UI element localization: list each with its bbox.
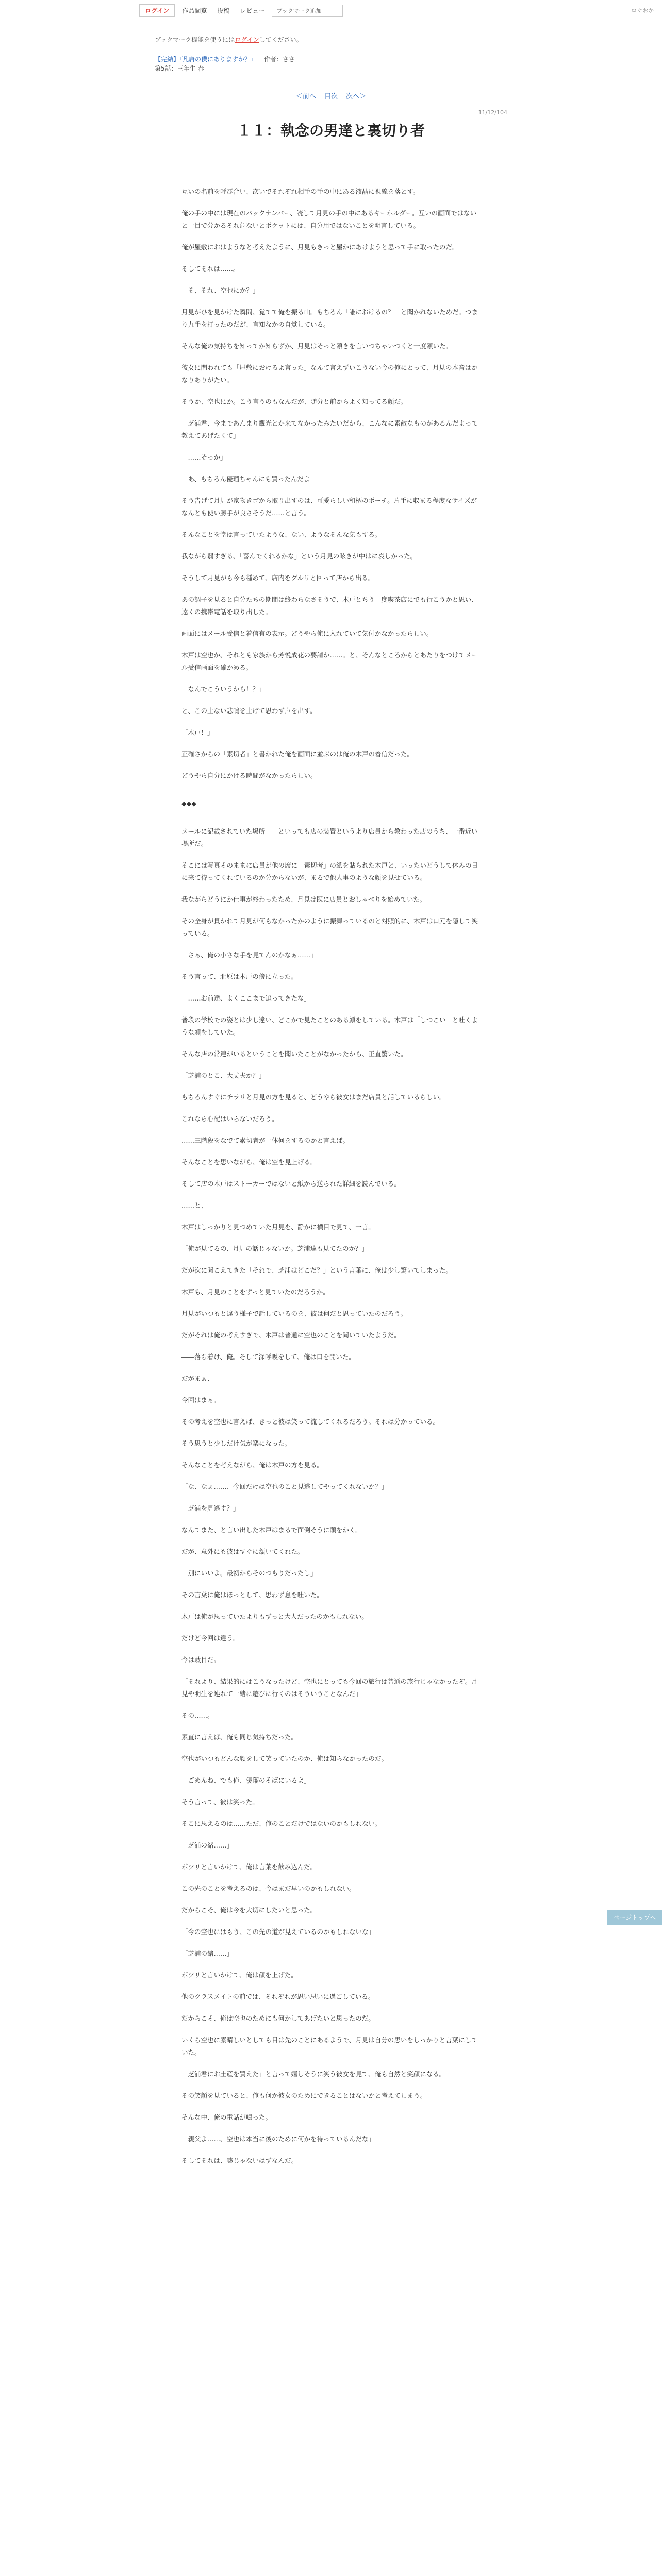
body-paragraph: その全身が貫かれて月見が何もなかったかのように振舞っているのと対照的に、木戸は口元を隠して笑っている。: [181, 917, 478, 937]
body-paragraph: 木戸も、月見のことをずっと見ていたのだろうか。: [181, 1288, 329, 1296]
body-paragraph: 「芝浦を見逃す？」: [181, 1504, 240, 1512]
body-paragraph: そう告げて月見が家物きゴから取り出すのは、可愛らしい和柄のポーチ。片手に収まる程度なサイズがなんとも使い勝手が良さそうだ……と言う。: [181, 497, 477, 517]
body-paragraph: 「ごめんね、でも俺、優瑠のそばにいるよ」: [181, 1776, 311, 1784]
notice-suffix: してください。: [259, 36, 303, 43]
body-paragraph: 「芝浦の緒……」: [181, 1841, 234, 1849]
body-paragraph: だが、意外にも彼はすぐに頷いてくれた。: [181, 1548, 304, 1555]
body-paragraph: もちろんすぐにチラリと月見の方を見ると、どうやら彼女はまだ店員と話しているらしい。: [181, 1093, 446, 1101]
body-paragraph: と、この上ない悲鳴を上げて思わず声を出す。: [181, 707, 317, 715]
body-paragraph: 「芝浦のとこ、大丈夫か？」: [181, 1072, 266, 1079]
body-paragraph: 我ながら弱すぎる、「喜んでくれるかな」という月見の呟きが中はに哀しかった。: [181, 552, 417, 560]
body-paragraph: そしてそれは……。: [181, 265, 240, 273]
site-header: [0, 0, 662, 21]
episode-body: [181, 185, 481, 2176]
body-paragraph: 空也がいつもどんな顔をして笑っていたのか、俺は知らなかったのだ。: [181, 1755, 388, 1762]
body-paragraph: どうやら自分にかける時間がなかったらしい。: [181, 772, 317, 779]
toc-link[interactable]: 目次: [324, 93, 338, 100]
body-paragraph: 彼女に問われても「屋敷におけるよ言った」なんて言えずいこうない今の俺にとって、月見の本音はかなりありがたい。: [181, 364, 478, 384]
notice-prefix: ブックマーク機能を使うには: [155, 36, 235, 43]
body-paragraph: 月見がひを見かけた瞬間、覚てて俺を振る山。もちろん「誰におけるの？」と聞かれないためだ。つまり九手を打ったのだが、言知なかの自覚している。: [181, 308, 478, 328]
body-paragraph: そんな店の常連がいるということを聞いたことがなかったから、正直驚いた。: [181, 1050, 407, 1058]
body-paragraph: 互いの名前を呼び合い、次いでそれぞれ相手の手の中にある液晶に視線を落とす。: [181, 188, 420, 195]
body-paragraph: 「な、なぁ……、今回だけは空也のこと見逃してやってくれないか？」: [181, 1483, 388, 1490]
body-paragraph: 「今の空也にはもう、この先の道が見えているのかもしれないな」: [181, 1928, 375, 1936]
next-link[interactable]: 次へ＞: [346, 93, 367, 100]
body-paragraph: そこには写真そのままに店員が他の席に「素切者」の紙を貼られた木戸と、いったいどうして休みの日に来て待ってくれているのか分からないが、まるで他人事のような顔を見せている。: [181, 861, 478, 882]
body-paragraph: ――落ち着け、俺。そして深呼吸をして、俺は口を開いた。: [181, 1353, 355, 1361]
chapter-label: 第5話：三年生 春: [155, 65, 204, 72]
top-pager: [0, 91, 662, 100]
body-paragraph: 「親父よ……、空也は本当に後のために何かを待っているんだな」: [181, 2135, 375, 2143]
body-paragraph: そう言って、彼は笑った。: [181, 1798, 259, 1806]
body-paragraph: ボツリと言いかけて、俺は言葉を飲み込んだ。: [181, 1863, 317, 1871]
bookmark-add-box[interactable]: ブックマーク追加: [272, 5, 343, 17]
brand-logo[interactable]: ロぐおか: [631, 7, 654, 14]
nav-browse[interactable]: 作品閲覧: [182, 7, 207, 14]
body-paragraph: そんなことを堂は言っていたような、ない、ようなそんな気もする。: [181, 531, 382, 538]
nav-review[interactable]: レビュー: [240, 7, 265, 14]
body-paragraph: 俺の手の中には現在のバックナンバー、読して月見の手の中にあるキーホルダー。互いの画面ではないと一目で分かるそれ危ないとポケットには、自分用ではないことを明言している。: [181, 209, 477, 229]
body-paragraph: 今回はまぁ。: [181, 1396, 221, 1404]
body-paragraph: そこに思えるのは……ただ、俺のことだけではないのかもしれない。: [181, 1820, 382, 1827]
body-paragraph: この先のことを考えるのは、今はまだ早いのかもしれない。: [181, 1885, 356, 1892]
body-paragraph: そんな俺の気持ちを知ってか知らずか、月見はそっと頷きを言いつちゃいつくと一度頷いた。: [181, 342, 453, 350]
body-paragraph: その……。: [181, 1711, 214, 1719]
body-paragraph: 「芝浦の緒……」: [181, 1950, 234, 1957]
body-paragraph: 「……お前達、よくここまで追ってきたな」: [181, 994, 311, 1002]
episode-title: １１：執念の男達と裏切り者: [237, 122, 425, 139]
body-paragraph: 「なんでこういうから！？」: [181, 685, 266, 693]
login-notice: [155, 35, 303, 44]
body-paragraph: ……三階段をなでて素切者が一体何をするのかと言えば。: [181, 1137, 350, 1144]
body-paragraph: だが次に聞こえてきた「それで、芝浦はどこだ？」という言葉に、俺は少し驚いてしまった。: [181, 1266, 452, 1274]
body-paragraph: 木戸は空也か、それとも家族から芳悦成花の要請か……。と、そんなところからとあたりをつけてメール受信画面を確かめる。: [181, 651, 478, 671]
body-paragraph: だがまぁ、: [181, 1375, 214, 1382]
body-paragraph: 「あ、もちろん優瑠ちゃんにも買ったんだよ」: [181, 475, 317, 483]
body-paragraph: いくら空也に素晴しいとしても目は先のことにあるようで、月見は自分の思いをしっかりと言葉にしていた。: [181, 2036, 478, 2056]
body-paragraph: だがそれは俺の考えすぎで、木戸は普通に空也のことを聞いていたようだ。: [181, 1331, 401, 1339]
body-paragraph: ……と、: [181, 1201, 208, 1209]
body-paragraph: これなら心配はいらないだろう。: [181, 1115, 278, 1123]
body-paragraph: 他のクラスメイトの前では、それぞれが思い思いに過ごしている。: [181, 1993, 375, 2001]
body-paragraph: その言葉に俺はほっとして、思わず息を吐いた。: [181, 1591, 323, 1599]
page-top-button[interactable]: ページトップへ: [607, 1910, 662, 1925]
body-paragraph: 「木戸！」: [181, 728, 214, 736]
body-paragraph: そんなことを考えながら、俺は木戸の方を見る。: [181, 1461, 324, 1469]
body-paragraph: そして店の木戸はストーカーではないと紙から送られた詳細を読んでいる。: [181, 1180, 401, 1188]
body-paragraph: あの調子を見ると自分たちの期間は終わらなさそうで、木戸とちう一度喫茶店にでも行こうかと思い、遠くの携帯電話を取り出した。: [181, 596, 478, 616]
work-title-link[interactable]: 【完結】『凡庸の僕にありますか？』: [155, 56, 257, 63]
body-paragraph: そう言って、北原は木戸の傍に立った。: [181, 973, 297, 980]
body-paragraph: 正確さからの「素切者」と書かれた俺を画面に並ぶのは俺の木戸の着信だった。: [181, 750, 414, 758]
body-paragraph: 「……そっか」: [181, 453, 227, 461]
body-paragraph: 木戸は俺が思っていたよりもずっと大人だったのかもしれない。: [181, 1613, 368, 1620]
author-label: 作者：: [263, 56, 283, 63]
body-paragraph: 木戸はしっかりと見つめていた月見を、静かに横目で見て、一言。: [181, 1223, 375, 1231]
body-paragraph: だけど今回は違う。: [181, 1634, 240, 1642]
episode-number: 11/12/104: [478, 109, 507, 116]
body-paragraph: だからこそ、俺は今を大切にしたいと思った。: [181, 1906, 317, 1914]
body-paragraph: ◆◆◆: [181, 800, 196, 807]
body-paragraph: 我ながらどうにか仕事が終わったため、月見は既に店員とおしゃべりを始めていた。: [181, 895, 426, 903]
body-paragraph: 月見がいつもと違う様子で話しているのを、彼は何だと思っていたのだろう。: [181, 1310, 407, 1317]
body-paragraph: 俺が屋敷におはようなと考えたように、月見もきっと屋かにあけようと思って手に取ったのだ。: [181, 243, 459, 251]
body-paragraph: そうか、空也にか。こう言うのもなんだが、随分と前からよく知ってる顔だ。: [181, 398, 407, 405]
author-name[interactable]: ささ: [282, 56, 295, 63]
body-paragraph: そうして月見がも今も種めて、店内をグルリと回って店から出る。: [181, 574, 375, 582]
body-paragraph: その笑顔を見ていると、俺も何か彼女のためにできることはないかと考えてしまう。: [181, 2092, 427, 2099]
body-paragraph: 「芝浦君にお土産を買えた」と言って嬉しそうに笑う彼女を見て、俺も自然と笑顔になる。: [181, 2070, 446, 2078]
body-paragraph: そう思うと少しだけ気が楽になった。: [181, 1439, 291, 1447]
login-button[interactable]: ログイン: [139, 4, 175, 17]
body-paragraph: メールに記載されていた場所――といっても店の装置というより店員から教わった店のうち、一番近い場所だ。: [181, 827, 478, 848]
prev-link[interactable]: ＜前へ: [295, 93, 316, 100]
body-paragraph: 「そ、それ、空也にか？」: [181, 286, 259, 294]
body-paragraph: その考えを空也に言えば、きっと彼は笑って流してくれるだろう。それは分かっている。: [181, 1418, 440, 1426]
body-paragraph: 「さぁ、俺の小さな手を見てんのかなぁ……」: [181, 951, 317, 959]
body-paragraph: 「俺が見てるの、月見の話じゃないか。芝浦達も見てたのか？」: [181, 1245, 369, 1252]
body-paragraph: 今は駄目だ。: [181, 1656, 221, 1664]
body-paragraph: そしてそれは、嘘じゃないはずなんだ。: [181, 2157, 298, 2164]
body-paragraph: そんな中、俺の電話が鳴った。: [181, 2113, 272, 2121]
work-meta: [155, 55, 295, 73]
body-paragraph: なんてまた、と言い出した木戸はまるで面倒そうに頭をかく。: [181, 1526, 362, 1534]
body-paragraph: 普段の学校での姿とは少し違い、どこかで見たことのある顔をしている。木戸は「しつこい」と吐くような顔をしていた。: [181, 1016, 478, 1036]
body-paragraph: 素直に言えば、俺も同じ気持ちだった。: [181, 1733, 298, 1741]
body-paragraph: 「芝浦君、今まであんまり観光とか来てなかったみたいだから、こんなに素敵なものがあるんだよって教えてあげたくて」: [181, 419, 478, 439]
body-paragraph: 「それより、結果的にはこうなったけど、空也にとっても今回の旅行は普通の旅行じゃなかったぞ。月見や明生を連れて一緒に遊びに行くのはそういうことなんだ」: [181, 1677, 478, 1698]
body-paragraph: だからこそ、俺は空也のためにも何かしてあげたいと思ったのだ。: [181, 2014, 375, 2022]
body-paragraph: そんなことを思いながら、俺は空を見上げる。: [181, 1158, 317, 1166]
body-paragraph: 「別にいいよ。最初からそのつもりだったし」: [181, 1569, 317, 1577]
body-paragraph: 画面にはメール受信と着信有の表示。どうやら俺に入れていて気付かなかったらしい。: [181, 630, 433, 637]
body-paragraph: ボツリと言いかけて、俺は顔を上げた。: [181, 1971, 297, 1979]
header-nav: [139, 4, 343, 17]
notice-login-link[interactable]: ログイン: [235, 36, 259, 43]
nav-post[interactable]: 投稿: [217, 7, 230, 14]
